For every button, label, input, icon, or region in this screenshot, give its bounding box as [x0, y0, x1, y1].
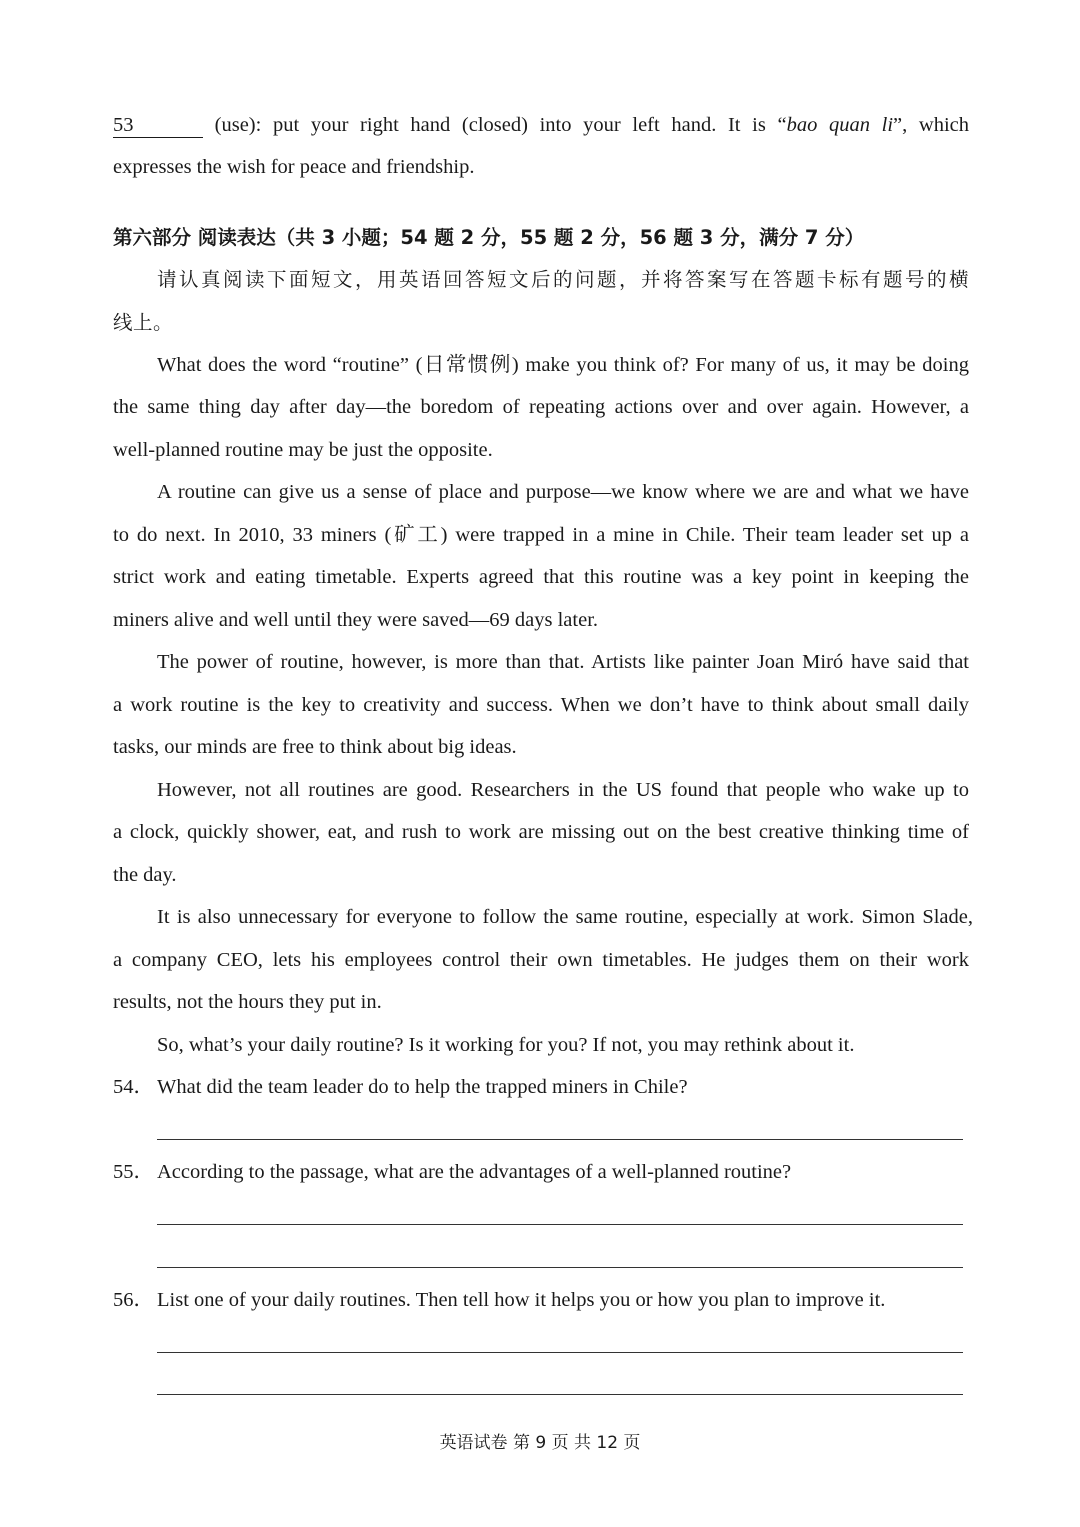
page-footer: 英语试卷 第 9 页 共 12 页 — [439, 1433, 641, 1453]
question-54-number: 54． — [113, 1076, 154, 1098]
answer-line-56a[interactable] — [157, 1352, 963, 1353]
answer-line-55b[interactable] — [157, 1267, 963, 1268]
passage-line: results, not the hours they put in. — [113, 991, 382, 1013]
passage-line: miners alive and well until they were saved—69 days later. — [113, 609, 599, 631]
passage-line: What does the word “routine” (日常惯例) make you think of? For many of us, it may be doing — [157, 354, 969, 376]
instructions-line-1: 请认真阅读下面短文，用英语回答短文后的问题，并将答案写在答题卡标有题号的横 — [157, 268, 969, 291]
passage-line: well-planned routine may be just the opposite. — [113, 439, 493, 461]
passage-line: a company CEO, lets his employees control their own timetables. He judges them on their work — [113, 949, 969, 971]
passage-line: So, what’s your daily routine? Is it working for you? If not, you may rethink about it. — [157, 1034, 855, 1056]
question-55-number: 55． — [113, 1161, 154, 1183]
passage-line: However, not all routines are good. Researchers in the US found that people who wake up to — [157, 779, 969, 801]
passage-line: strict work and eating timetable. Experts agreed that this routine was a key point in keeping the — [113, 566, 969, 588]
q53-blank[interactable]: 53 — [113, 113, 203, 138]
q53-line-1 — [113, 110, 969, 140]
passage-line: It is also unnecessary for everyone to follow the same routine, especially at work. Simon Slade, — [157, 906, 973, 928]
answer-line-54[interactable] — [157, 1139, 963, 1140]
section-heading: 第六部分 阅读表达（共 3 小题；54 题 2 分，55 题 2 分，56 题 3 分，满分 7 分） — [113, 226, 865, 249]
q53-line-2: expresses the wish for peace and friendship. — [113, 156, 475, 178]
passage-line: to do next. In 2010, 33 miners (矿工) were trapped in a mine in Chile. Their team leader set up a — [113, 524, 969, 546]
q53-italic: bao quan li — [786, 114, 894, 136]
passage-line: the same thing day after day—the boredom of repeating actions over and over again. However, a — [113, 396, 969, 418]
answer-line-55a[interactable] — [157, 1224, 963, 1225]
question-55-text: According to the passage, what are the advantages of a well-planned routine? — [157, 1161, 792, 1183]
passage-line: The power of routine, however, is more than that. Artists like painter Joan Miró have said that — [157, 651, 969, 673]
question-56-number: 56． — [113, 1289, 154, 1311]
passage-line: a work routine is the key to creativity and success. When we don’t have to think about small daily — [113, 694, 969, 716]
passage-line: the day. — [113, 864, 177, 886]
question-54-text: What did the team leader do to help the trapped miners in Chile? — [157, 1076, 688, 1098]
passage-line: a clock, quickly shower, eat, and rush to work are missing out on the best creative thinking time of — [113, 821, 969, 843]
passage-line: A routine can give us a sense of place and purpose—we know where we are and what we have — [157, 481, 969, 503]
q53-text-a: (use): put your right hand (closed) into your left hand. It is “ — [214, 114, 787, 136]
question-56-text: List one of your daily routines. Then tell how it helps you or how you plan to improve it. — [157, 1289, 886, 1311]
answer-line-56b[interactable] — [157, 1394, 963, 1395]
passage-line: tasks, our minds are free to think about big ideas. — [113, 736, 517, 758]
instructions-line-2: 线上。 — [113, 311, 174, 334]
q53-text-b: ”, which — [893, 114, 970, 136]
